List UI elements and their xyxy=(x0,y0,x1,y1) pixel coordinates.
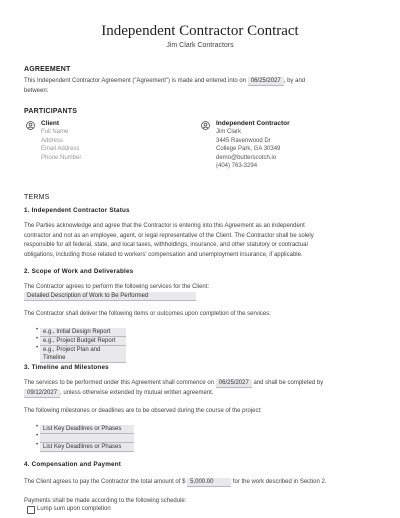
section-1-line: responsible for all federal, state, and local taxes, withholdings, insurance, and other statutory or contractual xyxy=(24,242,308,249)
deliverable-field[interactable]: e.g., Initial Design Report xyxy=(40,328,126,337)
terms-heading: TERMS xyxy=(24,194,50,201)
contractor-block xyxy=(216,120,290,170)
company-name: Jim Clark Contractors xyxy=(166,42,234,49)
deliverable-field[interactable]: e.g., Project Budget Report xyxy=(40,337,126,346)
milestone-field[interactable] xyxy=(40,434,134,443)
client-phone[interactable]: Phone Number xyxy=(41,154,82,161)
section-3-heading: 3. Timeline and Milestones xyxy=(24,364,109,371)
bullet: • xyxy=(36,442,39,448)
section-1-line: contractor and not as an employee, agent, or legal representative of the Client. The Contractor shall be solely xyxy=(24,232,314,239)
section-4-body xyxy=(24,477,384,487)
contractor-phone: (404) 763-3294 xyxy=(216,163,258,170)
milestones-intro: The following milestones or deadlines are to be observed during the course of the project: xyxy=(24,408,262,414)
section-3-text-1: The services to be performed under this Agreement shall commence on xyxy=(24,380,215,386)
agreement-text-before: This Independent Contractor Agreement ("Agreement") is made and entered into on xyxy=(24,78,247,84)
lump-sum-label: Lump sum upon completion xyxy=(37,506,111,512)
contractor-title: Independent Contractor xyxy=(216,120,290,127)
section-1-heading: 1. Independent Contractor Status xyxy=(24,207,130,214)
section-3-text-2: and shall be completed by xyxy=(253,380,324,386)
section-4-text-1: The Client agrees to pay the Contractor the total amount of $ xyxy=(24,479,186,485)
section-1-body xyxy=(24,222,384,260)
client-title: Client xyxy=(41,120,60,127)
end-date-field[interactable]: 09/12/2027 xyxy=(24,389,60,398)
bullet: • xyxy=(36,424,39,430)
user-icon xyxy=(26,121,35,130)
lump-sum-checkbox[interactable] xyxy=(27,506,35,514)
agreement-text-after: , by and xyxy=(283,78,306,84)
contractor-email: demo@butterscotch.io xyxy=(216,154,277,161)
milestone-field[interactable]: List Key Deadlines or Phases xyxy=(40,425,134,434)
section-4-heading: 4. Compensation and Payment xyxy=(24,461,122,468)
client-full-name[interactable]: Full Name xyxy=(41,129,69,136)
section-3-text-3: , unless otherwise extended by mutual written agreement. xyxy=(60,390,214,396)
bullet: • xyxy=(36,336,39,342)
agreement-between: between: xyxy=(24,88,49,94)
section-3-body xyxy=(24,378,384,398)
user-icon xyxy=(201,121,210,130)
services-field-wrap xyxy=(24,291,196,301)
section-4-text-2: for the work described in Section 2. xyxy=(232,479,327,485)
section-2-deliver-intro: The Contractor shall deliver the following items or outcomes upon completion of the services: xyxy=(24,311,271,317)
contractor-street: 3445 Ravenwood Dr xyxy=(216,137,271,144)
amount-field[interactable]: 5,000.00 xyxy=(187,478,231,487)
bullet: • xyxy=(36,345,39,351)
agreement-text xyxy=(24,76,384,96)
bullet: • xyxy=(36,327,39,333)
section-1-line: obligations, including those related to workers' compensation and unemployment insurance, if applicable. xyxy=(24,251,303,258)
client-block xyxy=(41,120,81,162)
bullet: • xyxy=(36,433,39,439)
section-2-heading: 2. Scope of Work and Deliverables xyxy=(24,268,134,275)
client-email[interactable]: Email Address xyxy=(41,146,80,153)
section-2-intro: The Contractor agrees to perform the following services for the Client: xyxy=(24,284,210,290)
services-description-field[interactable]: Detailed Description of Work to Be Performed xyxy=(24,292,196,301)
deliverable-field[interactable]: e.g., Project Plan and Timeline xyxy=(40,346,126,363)
client-address[interactable]: Address xyxy=(41,137,64,144)
document-title: Independent Contractor Contract xyxy=(101,23,299,39)
schedule-intro: Payments shall be made according to the following schedule: xyxy=(24,498,187,504)
start-date-field[interactable]: 06/25/2027 xyxy=(216,379,252,388)
agreement-heading: AGREEMENT xyxy=(24,66,71,73)
contractor-name: Jim Clark xyxy=(216,129,241,136)
milestone-field[interactable]: List Key Deadlines or Phases xyxy=(40,443,134,452)
contractor-city: College Park, GA 30349 xyxy=(216,146,281,153)
participants-heading: PARTICIPANTS xyxy=(24,108,78,115)
agreement-date-field[interactable]: 06/25/2027 xyxy=(248,77,284,86)
section-1-line: The Parties acknowledge and agree that the Contractor is entering into this Agreement as an independent xyxy=(24,223,305,229)
